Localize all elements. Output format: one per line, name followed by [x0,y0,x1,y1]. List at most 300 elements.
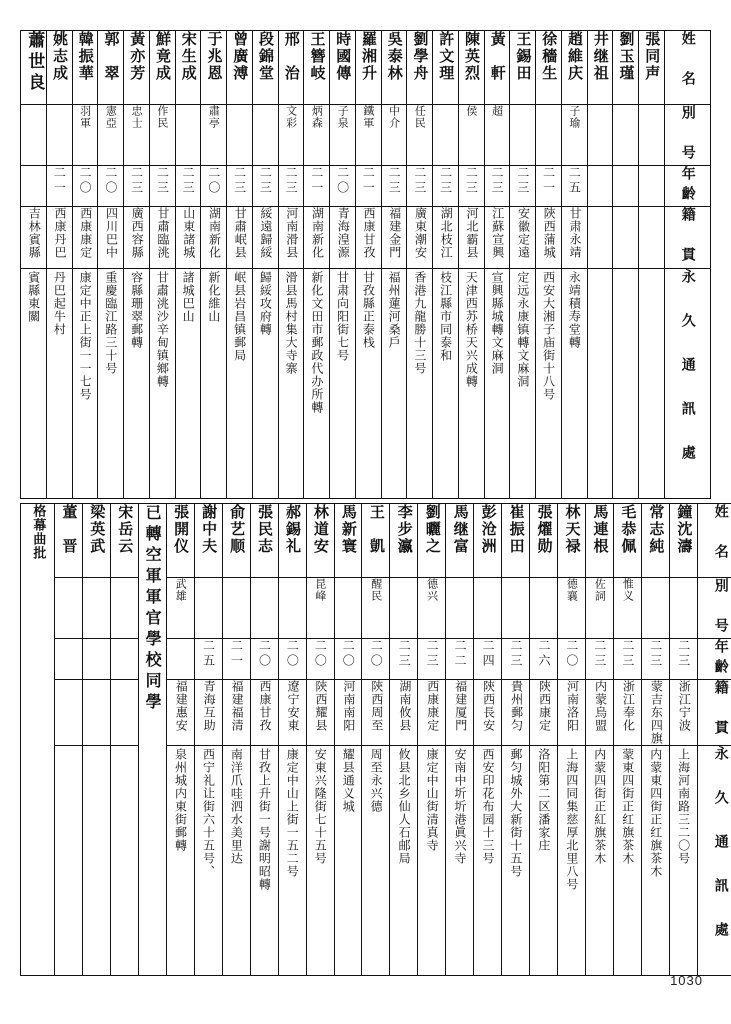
cell-name: 郝錫礼 [278,504,306,578]
cell-age: 二三 [149,166,175,207]
address-text: 西宁礼让街六十五号、 [201,748,216,878]
address-text: 岷县岩昌镇郵局 [232,271,247,362]
address-text: 安南中圻圻港眞兴寺 [453,748,468,865]
cell-name: 徐穡生 [536,31,562,105]
cell-age: 二三 [124,166,150,207]
header-age: 年齡 [664,166,710,207]
cell-age: 二一 [304,166,330,207]
cell-alias: 羽軍 [72,105,98,166]
cell-name: 張燿勋 [530,504,558,578]
page-number: 1030 [670,973,703,988]
cell-age: 二〇 [72,166,98,207]
cell-alias [530,578,558,639]
cell-age: 二三 [252,166,278,207]
address-text: 周至永兴德 [369,748,384,813]
cell-alias [227,105,253,166]
row-alias-bottom [21,578,731,639]
cell-age: 二〇 [201,166,227,207]
cell-origin: 湖南新化 [201,207,227,269]
address-text: 新化文田市郵政代办所轉 [309,271,324,414]
address-text: 内蒙東四街正红旗茶木 [648,748,663,878]
cell-age: 二六 [530,639,558,680]
cell-name: 馬新寰 [334,504,362,578]
cell-alias [474,578,502,639]
cell-alias [642,578,670,639]
cell-origin: 貴州郵匀 [502,680,530,746]
cell-origin: 福建厦門 [446,680,474,746]
address-text: 新化維山 [206,271,221,323]
cell-age: 二三 [614,639,642,680]
cell-alias: 炳森 [304,105,330,166]
cell-origin: 廣西容縣 [124,207,150,269]
address-text: 康定中正上街一一七号 [78,271,93,401]
address-text: 永靖積寿堂轉 [567,271,582,349]
cell-alias [613,105,639,166]
address-text: 康定中山街清真寺 [425,748,440,852]
roster-table-bottom [20,503,731,976]
cell-origin: 陝西長安 [474,680,502,746]
cell-age: 二三 [227,166,253,207]
cell-age [82,639,110,680]
address-text: 天津西苏桥天兴成轉 [464,271,479,388]
cell-alias: 文彩 [278,105,304,166]
cell-address [82,746,110,976]
cell-address [418,746,446,976]
cell-address [166,746,194,976]
cell-age: 二〇 [362,639,390,680]
cell-age: 二五 [561,166,587,207]
cell-alias [446,578,474,639]
cell-age [110,639,138,680]
cell-alias: 侯 [458,105,484,166]
cell-address [110,746,138,976]
cell-origin: 吉林賓縣 [21,207,47,269]
row-alias-top [21,105,711,166]
cell-name: 蕭世良 [21,31,47,105]
cell-address [561,269,587,499]
cell-age: 二三 [458,166,484,207]
cell-age [613,166,639,207]
cell-alias [390,578,418,639]
cell-alias: 子泉 [330,105,356,166]
address-text [111,746,138,974]
cell-name: 邢 治 [278,31,304,105]
cell-name: 劉玉瑾 [613,31,639,105]
cell-address [149,269,175,499]
cell-age: 二三 [484,166,510,207]
cell-name: 王錫田 [510,31,536,105]
cell-age [166,639,194,680]
cell-age [587,166,613,207]
cell-address [614,746,642,976]
cell-alias [669,578,697,639]
cell-origin: 河南洛阳 [558,680,586,746]
cell-origin: 安徽定遠 [510,207,536,269]
address-text: 甘孜上升街一号謝明昭轉 [257,748,272,891]
cell-name: 羅湘升 [355,31,381,105]
cell-address [222,746,250,976]
address-text: 滑县馬村集大寺寨 [284,271,299,375]
cell-name: 謝中夫 [194,504,222,578]
cell-origin [55,680,83,746]
cell-name: 黃 軒 [484,31,510,105]
address-text: 南洋爪哇泗水美里达 [229,748,244,865]
cell-age: 二四 [474,639,502,680]
cell-age: 二二 [446,639,474,680]
header-name: 姓 名 [697,504,731,578]
cell-origin: 浙江宁波 [669,680,697,746]
cell-alias: 鐵軍 [355,105,381,166]
cell-alias [334,578,362,639]
cell-origin: 甘肅臨洮 [149,207,175,269]
address-text: 内蒙四街正紅旗茶木 [592,748,607,865]
cell-age: 二一 [222,639,250,680]
cell-origin: 廣東潮安 [407,207,433,269]
address-text: 上海四同集慈厚北里八号 [564,748,579,891]
cell-address [124,269,150,499]
cell-address [669,746,697,976]
header-address: 永 久 通 訊 處 [697,746,731,976]
address-text: 歸綏攻府轉 [258,271,273,336]
cell-address [390,746,418,976]
cell-name: 井继祖 [587,31,613,105]
cell-origin [110,680,138,746]
cell-address [613,269,639,499]
cell-origin: 陝西康定 [530,680,558,746]
cell-origin [82,680,110,746]
cell-name: 鮮竟成 [149,31,175,105]
cell-alias: 肅亭 [201,105,227,166]
cell-age: 二三 [669,639,697,680]
cell-origin: 湖南攸县 [390,680,418,746]
cell-alias [536,105,562,166]
cell-name: 王簪岐 [304,31,330,105]
cell-address [639,269,665,499]
header-origin: 籍 貫 [664,207,710,269]
cell-alias [21,105,47,166]
cell-alias [194,578,222,639]
address-text: 賓縣東關 [26,271,41,323]
cell-origin [613,207,639,269]
address-text: 郵匀城外大新街十五号 [508,748,523,878]
cell-age [55,639,83,680]
address-text: 西安印花布园十三号 [480,748,495,865]
header-address: 永 久 通 訊 處 [664,269,710,499]
cell-age: 二五 [194,639,222,680]
cell-alias: 武雄 [166,578,194,639]
cell-name: 曾廣溥 [227,31,253,105]
cell-name: 郭 翠 [98,31,124,105]
row-names-top [21,31,711,105]
cell-alias [110,578,138,639]
cell-name: 黃亦芳 [124,31,150,105]
cell-address [98,269,124,499]
cell-name: 董 晋 [55,504,83,578]
cell-name: 李步瀛 [390,504,418,578]
header-age: 年齡 [697,639,731,680]
header-name: 姓 名 [664,31,710,105]
cell-age: 二一 [355,166,381,207]
cell-age: 二三 [586,639,614,680]
cell-name: 俞艺顺 [222,504,250,578]
cell-alias [510,105,536,166]
cell-alias: 昆峰 [306,578,334,639]
cell-address [355,269,381,499]
cell-address [474,746,502,976]
cell-name: 常志純 [642,504,670,578]
cell-age: 二〇 [98,166,124,207]
address-text: 諸城巴山 [181,271,196,323]
cell-age: 二〇 [330,166,356,207]
cell-address [306,746,334,976]
cell-origin: 江蘇宣興 [484,207,510,269]
cell-origin: 西康丹巴 [46,207,72,269]
cell-address [530,746,558,976]
cell-origin: 陝西周至 [362,680,390,746]
cell-alias [82,578,110,639]
cell-address [446,746,474,976]
address-text: 福州蓮河桑戶 [387,271,402,349]
cell-age: 二三 [510,166,536,207]
header-alias: 別 号 [664,105,710,166]
cell-name: 劉曬之 [418,504,446,578]
cell-name: 張開仪 [166,504,194,578]
cell-address [558,746,586,976]
cell-address [458,269,484,499]
cell-age: 二三 [381,166,407,207]
cell-alias [278,578,306,639]
cell-name: 劉學舟 [407,31,433,105]
cell-address [587,269,613,499]
cell-origin: 山東諸城 [175,207,201,269]
address-text: 丹巴起牛村 [52,271,67,336]
cell-origin: 陝西耀县 [306,680,334,746]
row-names-bottom [21,504,731,578]
cell-name: 許文理 [433,31,459,105]
address-text: 耀县通义城 [341,748,356,813]
cell-name: 段錦堂 [252,31,278,105]
address-text: 甘孜縣正泰栈 [361,271,376,349]
cell-name: 馬連根 [586,504,614,578]
cell-address [194,746,222,976]
cell-age: 二〇 [306,639,334,680]
cell-alias: 德兴 [418,578,446,639]
cell-alias [175,105,201,166]
address-text: 上海河南路三二〇号 [676,748,691,865]
cell-name: 毛恭佩 [614,504,642,578]
cell-address [330,269,356,499]
cell-age: 二三 [433,166,459,207]
address-text: 宣興縣城轉文麻洞 [490,271,505,375]
cell-address [175,269,201,499]
address-text: 安東兴隆街七十五号 [313,748,328,865]
cell-name: 馬继富 [446,504,474,578]
cell-alias [46,105,72,166]
cell-name: 姚志成 [46,31,72,105]
row-address-bottom [21,746,731,976]
address-text [613,269,638,497]
cell-age: 二三 [502,639,530,680]
address-text: 重慶臨江路三十号 [103,271,118,375]
cell-age: 二〇 [278,639,306,680]
cell-name: 張同声 [639,31,665,105]
cell-age [21,166,47,207]
cell-alias: 醒民 [362,578,390,639]
cell-address [407,269,433,499]
cell-alias [252,105,278,166]
row-age-top [21,166,711,207]
address-text: 康定中山上街一五二号 [285,748,300,878]
cell-address [46,269,72,499]
row-origin-bottom [21,680,731,746]
cell-alias [587,105,613,166]
address-text: 攸县北乡仙人石邮局 [397,748,412,865]
row-address-top [21,269,711,499]
cell-alias: 任民 [407,105,433,166]
cell-address [252,269,278,499]
cell-address [362,746,390,976]
cell-address [278,269,304,499]
address-text: 定远永康镇轉文麻洞 [515,271,530,388]
cell-name: 趙維庆 [561,31,587,105]
cell-name: 吳泰林 [381,31,407,105]
cell-address [536,269,562,499]
cell-address [433,269,459,499]
note-annotation: 格幕曲批 [21,504,55,976]
cell-alias: 佐詞 [586,578,614,639]
cell-origin: 河南滑县 [278,207,304,269]
cell-age: 二三 [390,639,418,680]
address-text: 西安大湘子庙街十八号 [541,271,556,401]
cell-age: 二一 [536,166,562,207]
cell-origin: 河北霸县 [458,207,484,269]
cell-age: 二〇 [250,639,278,680]
cell-name: 崔振田 [502,504,530,578]
cell-origin: 西康甘孜 [355,207,381,269]
cell-origin: 甘肅岷县 [227,207,253,269]
cell-origin: 陝西蒲城 [536,207,562,269]
cell-age: 二三 [418,639,446,680]
cell-age [639,166,665,207]
cell-alias [55,578,83,639]
cell-name: 梁英武 [82,504,110,578]
cell-origin: 西康康定 [72,207,98,269]
cell-address [278,746,306,976]
cell-age: 二三 [175,166,201,207]
cell-origin: 福建福清 [222,680,250,746]
cell-origin: 福建惠安 [166,680,194,746]
cell-address [510,269,536,499]
cell-origin: 蒙吉东四旗 [642,680,670,746]
cell-origin: 青海湟源 [330,207,356,269]
address-text: 甘肅洮沙辛甸镇鄉轉 [155,271,170,388]
cell-alias [222,578,250,639]
cell-address [201,269,227,499]
cell-origin: 甘肃永靖 [561,207,587,269]
cell-alias [433,105,459,166]
cell-name: 時國傳 [330,31,356,105]
cell-name: 陳英烈 [458,31,484,105]
cell-address [334,746,362,976]
cell-alias: 忠士 [124,105,150,166]
header-alias: 別 号 [697,578,731,639]
cell-age: 二三 [642,639,670,680]
cell-alias [639,105,665,166]
cell-age: 二〇 [558,639,586,680]
cell-name: 彭沧洲 [474,504,502,578]
cell-address [642,746,670,976]
cell-origin: 内蒙烏盟 [586,680,614,746]
cell-origin: 西康康定 [418,680,446,746]
cell-origin: 青海互助 [194,680,222,746]
cell-address [227,269,253,499]
cell-name: 林天禄 [558,504,586,578]
cell-origin: 湖南新化 [304,207,330,269]
cell-age: 二三 [278,166,304,207]
note-text: 已轉空軍軍官學校同學 [143,504,163,714]
address-text: 甘肃向阳街七号 [335,271,350,362]
cell-address [304,269,330,499]
cell-age: 二〇 [334,639,362,680]
cell-origin: 西康甘孜 [250,680,278,746]
cell-name: 韓振華 [72,31,98,105]
cell-name: 張民志 [250,504,278,578]
cell-origin [639,207,665,269]
cell-origin: 四川巴中 [98,207,124,269]
cell-alias: 超 [484,105,510,166]
cell-address [484,269,510,499]
address-text: 泉州城内東街郵轉 [173,748,188,852]
cell-alias: 惟义 [614,578,642,639]
address-text [83,746,110,974]
cell-origin: 綏遠歸綏 [252,207,278,269]
cell-alias: 憲亞 [98,105,124,166]
cell-alias [502,578,530,639]
cell-alias [250,578,278,639]
cell-name: 鐘沈濤 [669,504,697,578]
row-origin-top [21,207,711,269]
cell-alias: 作民 [149,105,175,166]
cell-age: 二一 [46,166,72,207]
cell-address [502,746,530,976]
cell-age: 二三 [407,166,433,207]
cell-alias: 子瑜 [561,105,587,166]
cell-address [55,746,83,976]
cell-address [381,269,407,499]
header-origin: 籍 貫 [697,680,731,746]
cell-origin: 福建金門 [381,207,407,269]
cell-name: 于兆恩 [201,31,227,105]
address-text: 蒙東四街正红旗茶木 [620,748,635,865]
cell-origin: 浙江奉化 [614,680,642,746]
row-age-bottom [21,639,731,680]
cell-origin: 湖北枝江 [433,207,459,269]
cell-origin: 遼宁安東 [278,680,306,746]
cell-address [250,746,278,976]
address-text: 枝江縣市同泰和 [438,271,453,362]
address-text [588,269,613,497]
cell-name: 宋生成 [175,31,201,105]
roster-table-top [20,30,711,499]
cell-address [21,269,47,499]
cell-address [72,269,98,499]
cell-name: 王 凱 [362,504,390,578]
cell-address [586,746,614,976]
cell-name: 林道安 [306,504,334,578]
address-text [639,269,664,497]
cell-alias: 德襄 [558,578,586,639]
cell-name: 宋岳云 [110,504,138,578]
